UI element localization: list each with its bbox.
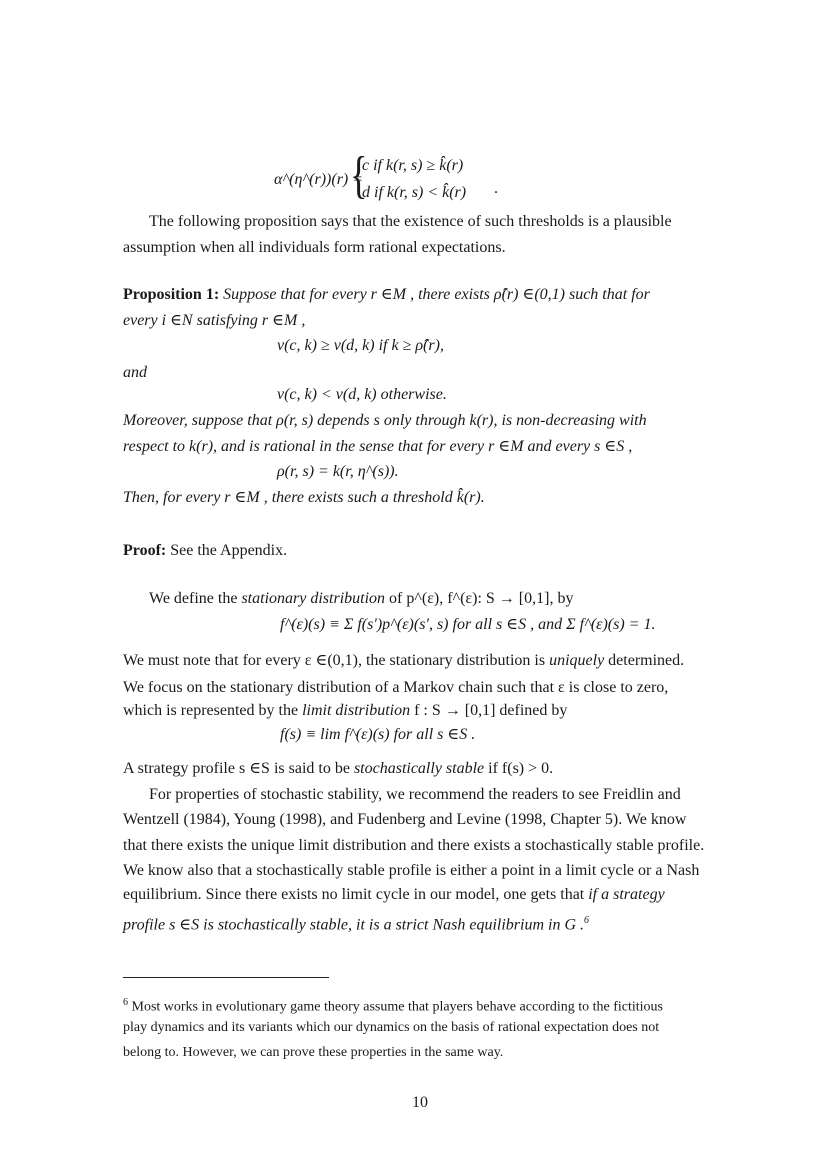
stationary-line-3: We focus on the stationary distribution of a Markov chain such that ε is close to zero,	[123, 679, 669, 696]
proposition-eq-2: v(c, k) < v(d, k) otherwise.	[277, 386, 447, 403]
equation-case-2: d if k(r, s) < k̂(r)	[362, 184, 467, 201]
proposition-and: and	[123, 364, 147, 381]
limit-equation: f(s) ≡ lim f^(ε)(s) for all s ∈S .	[280, 726, 476, 743]
footnote-line-3: belong to. However, we can prove these properties in the same way.	[123, 1045, 504, 1060]
proposition-eq-3: ρ(r, s) = k(r, η^(s)).	[277, 463, 399, 480]
proposition-line-3: Moreover, suppose that ρ(r, s) depends s only through k(r), is non-decreasing with	[123, 412, 647, 429]
equation-alpha-lhs: α^(η^(r))(r) =	[274, 171, 364, 188]
final-line-1: For properties of stochastic stability, we recommend the readers to see Freidlin and	[149, 786, 681, 803]
stationary-line-4: which is represented by the limit distribution f : S → [0,1] defined by	[123, 702, 568, 719]
footnote-line-1: $^6$ Most works in evolutionary game theory assume that players behave according to the fictitious	[123, 997, 663, 1015]
equation-case-1: c if k(r, s) ≥ k̂(r)	[362, 157, 464, 174]
footnote-line-2: play dynamics and its variants which our dynamics on the basis of rational expectation does not	[123, 1020, 660, 1035]
proposition-line-2: every i ∈N satisfying r ∈M ,	[123, 312, 306, 329]
proposition-label: Proposition 1:	[123, 286, 220, 303]
proof-line: Proof: See the Appendix.	[123, 542, 288, 559]
proposition-line-4: respect to k(r), and is rational in the sense that for every r ∈M and every s ∈S ,	[123, 438, 633, 455]
final-line-4: We know also that a stochastically stable profile is either a point in a limit cycle or a Nash	[123, 862, 700, 879]
final-line-3: that there exists the unique limit distribution and there exists a stochastically stable profile.	[123, 837, 705, 854]
proposition-line-1: Proposition 1: Suppose that for every r ∈M , there exists ρ̂(r) ∈(0,1) such that for	[123, 286, 650, 303]
equation-brace: {	[350, 147, 368, 204]
final-line-2: Wentzell (1984), Young (1998), and Fudenberg and Levine (1998, Chapter 5). We know	[123, 811, 687, 828]
stationary-equation: f^(ε)(s) ≡ Σ f(s′)p^(ε)(s′, s) for all s ∈S , and Σ f^(ε)(s) = 1.	[280, 616, 656, 633]
final-line-5: equilibrium. Since there exists no limit cycle in our model, one gets that if a strategy	[123, 886, 665, 903]
stationary-line-1: We define the stationary distribution of p^(ε), f^(ε): S → [0,1], by	[149, 590, 574, 607]
page-number: 10	[412, 1094, 428, 1111]
proof-label: Proof:	[123, 542, 167, 559]
intro-line-2: assumption when all individuals form rational expectations.	[123, 239, 506, 256]
final-line-6: profile s ∈S is stochastically stable, it is a strict Nash equilibrium in G .$^6$	[123, 915, 590, 934]
footnote-rule	[123, 977, 329, 978]
stationary-line-5: A strategy profile s ∈S is said to be stochastically stable if f(s) > 0.	[123, 760, 554, 777]
equation-end: .	[494, 180, 498, 197]
proposition-eq-1: v(c, k) ≥ v(d, k) if k ≥ ρ̂(r),	[277, 337, 444, 354]
intro-line-1: The following proposition says that the existence of such thresholds is a plausible	[149, 213, 672, 230]
footnote-ref: 6	[584, 915, 590, 926]
footnote-marker: 6	[123, 997, 128, 1008]
stationary-line-2: We must note that for every ε ∈(0,1), the stationary distribution is uniquely determined.	[123, 652, 685, 669]
proposition-line-5: Then, for every r ∈M , there exists such a threshold k̂(r).	[123, 489, 485, 506]
